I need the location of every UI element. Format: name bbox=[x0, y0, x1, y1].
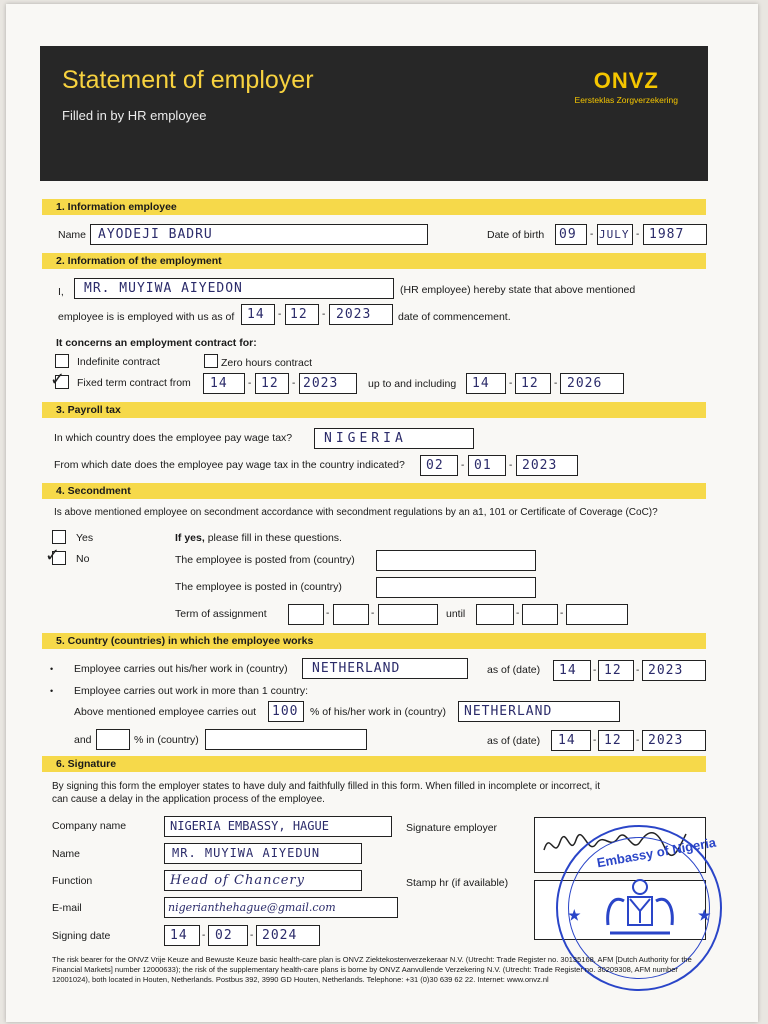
percent-country-value: NETHERLAND bbox=[464, 704, 553, 719]
indefinite-label: Indefinite contract bbox=[77, 356, 160, 368]
hr-name-value: MR. MUYIWA AIYEDON bbox=[84, 281, 243, 296]
dash: - bbox=[278, 309, 282, 320]
term-to-year-field[interactable] bbox=[566, 604, 628, 625]
indefinite-checkbox[interactable] bbox=[55, 354, 69, 368]
fixed-from-day: 14 bbox=[210, 376, 228, 391]
as-of-2-year: 2023 bbox=[648, 733, 684, 748]
stamp-text: Embassy of Nigeria bbox=[595, 834, 718, 871]
if-yes-instruction bbox=[175, 532, 342, 544]
star-icon: ★ bbox=[568, 907, 581, 923]
signature-label: Signature employer bbox=[406, 822, 498, 834]
logo-name: ONVZ bbox=[593, 68, 659, 93]
form-title: Statement of employer bbox=[62, 66, 314, 94]
section-6-heading: 6. Signature bbox=[42, 756, 706, 772]
posted-from-field[interactable] bbox=[376, 550, 536, 571]
dash: - bbox=[590, 229, 594, 240]
dash: - bbox=[554, 378, 558, 389]
fixed-from-year: 2023 bbox=[303, 376, 339, 391]
stamp-label: Stamp hr (if available) bbox=[406, 877, 509, 889]
signing-year: 2024 bbox=[262, 928, 298, 943]
form-header bbox=[40, 46, 708, 181]
function-value: Head of Chancery bbox=[170, 873, 305, 888]
fixed-from-month: 12 bbox=[261, 376, 279, 391]
dash: - bbox=[593, 735, 597, 746]
fixed-to-day: 14 bbox=[472, 376, 490, 391]
start-month: 12 bbox=[290, 307, 308, 322]
name-value: AYODEJI BADRU bbox=[98, 227, 213, 242]
tax-date-year: 2023 bbox=[522, 458, 558, 473]
term-from-month-field[interactable] bbox=[333, 604, 369, 625]
company-value: NIGERIA EMBASSY, HAGUE bbox=[170, 819, 329, 833]
employed-text: employee is is employed with us as of bbox=[58, 311, 235, 323]
fixed-to-year: 2026 bbox=[567, 376, 603, 391]
fixed-term-label: Fixed term contract from bbox=[77, 377, 191, 389]
percent-2-country-field[interactable] bbox=[205, 729, 367, 750]
section-3-heading: 3. Payroll tax bbox=[42, 402, 706, 418]
dash: - bbox=[636, 735, 640, 746]
signature-statement: By signing this form the employer states to have duly and faithfully filled in this form. When filled in incomplete or incorrect, it can cause a delay in the application process of the employee. bbox=[52, 781, 601, 805]
dash: - bbox=[248, 378, 252, 389]
yes-label: Yes bbox=[76, 532, 94, 544]
signing-date-label: Signing date bbox=[52, 930, 111, 942]
above-text: Above mentioned employee carries out bbox=[74, 706, 257, 718]
bullet: • bbox=[50, 664, 54, 674]
company-label: Company name bbox=[52, 820, 127, 832]
dash: - bbox=[509, 378, 513, 389]
tax-date-question: From which date does the employee pay wage tax in the country indicated? bbox=[54, 459, 405, 471]
term-to-day-field[interactable] bbox=[476, 604, 514, 625]
coat-of-arms-icon bbox=[600, 875, 680, 945]
dash: - bbox=[250, 930, 254, 941]
section-4-heading: 4. Secondment bbox=[42, 483, 706, 499]
up-to-label: up to and including bbox=[368, 378, 457, 390]
start-year: 2023 bbox=[336, 307, 372, 322]
until-label: until bbox=[446, 608, 466, 620]
section-2-heading: 2. Information of the employment bbox=[42, 253, 706, 269]
term-from-year-field[interactable] bbox=[378, 604, 438, 625]
dob-month: JULY bbox=[599, 228, 630, 241]
i-label: I, bbox=[58, 286, 64, 298]
signing-month: 02 bbox=[215, 928, 233, 943]
term-label: Term of assignment bbox=[175, 608, 267, 620]
as-of-2-day: 14 bbox=[558, 733, 576, 748]
as-of-month: 12 bbox=[604, 663, 622, 678]
work-country-value: NETHERLAND bbox=[312, 661, 401, 676]
percent-2-field[interactable] bbox=[96, 729, 130, 750]
check-mark-icon: ✓ bbox=[45, 545, 61, 566]
function-label: Function bbox=[52, 875, 93, 887]
dash: - bbox=[593, 665, 597, 676]
section-5-heading: 5. Country (countries) in which the employee works bbox=[42, 633, 706, 649]
term-to-month-field[interactable] bbox=[522, 604, 558, 625]
secondment-yes-checkbox[interactable] bbox=[52, 530, 66, 544]
term-from-day-field[interactable] bbox=[288, 604, 324, 625]
secondment-question: Is above mentioned employee on secondment accordance with secondment regulations by an a1, 101 or Certificate of Coverage (CoC)? bbox=[54, 507, 658, 518]
email-label: E-mail bbox=[52, 902, 82, 914]
dash: - bbox=[461, 460, 465, 471]
dash: - bbox=[509, 460, 513, 471]
dash: - bbox=[322, 309, 326, 320]
hr-statement: (HR employee) hereby state that above mentioned bbox=[400, 284, 636, 296]
work-in-label: Employee carries out his/her work in (country) bbox=[74, 663, 288, 675]
no-label: No bbox=[76, 553, 90, 565]
dob-label: Date of birth bbox=[487, 229, 545, 241]
email-value: nigerianthehague@gmail.com bbox=[168, 901, 336, 914]
dob-day: 09 bbox=[559, 227, 577, 242]
dash: - bbox=[636, 665, 640, 676]
name-sig-value: MR. MUYIWA AIYEDUN bbox=[172, 846, 321, 860]
fixed-to-month: 12 bbox=[521, 376, 539, 391]
percent-text: % of his/her work in (country) bbox=[310, 706, 446, 718]
start-day: 14 bbox=[247, 307, 265, 322]
as-of-2-label: as of (date) bbox=[487, 735, 541, 747]
dash: - bbox=[371, 608, 375, 619]
dash: - bbox=[516, 608, 520, 619]
logo-tagline: Eersteklas Zorgverzekering bbox=[574, 95, 678, 105]
bullet: • bbox=[50, 686, 54, 696]
tax-country-value: NIGERIA bbox=[324, 431, 407, 446]
onvz-logo bbox=[575, 68, 678, 105]
if-yes-bold: If yes, bbox=[175, 532, 205, 544]
star-icon: ★ bbox=[698, 907, 711, 923]
as-of-day: 14 bbox=[559, 663, 577, 678]
tax-date-day: 02 bbox=[426, 458, 444, 473]
as-of-2-month: 12 bbox=[604, 733, 622, 748]
dash: - bbox=[560, 608, 564, 619]
signing-day: 14 bbox=[170, 928, 188, 943]
check-mark-icon: ✓ bbox=[50, 369, 66, 390]
dash: - bbox=[636, 229, 640, 240]
zero-hours-checkbox[interactable] bbox=[204, 354, 218, 368]
section-1-heading: 1. Information employee bbox=[42, 199, 706, 215]
contract-heading: It concerns an employment contract for: bbox=[56, 337, 257, 349]
tax-date-month: 01 bbox=[474, 458, 492, 473]
dash: - bbox=[326, 608, 330, 619]
name-label: Name bbox=[58, 229, 87, 241]
posted-in-label: The employee is posted in (country) bbox=[175, 581, 342, 593]
percent-in-label: % in (country) bbox=[134, 734, 199, 746]
and-label: and bbox=[74, 734, 92, 746]
dash: - bbox=[292, 378, 296, 389]
dash: - bbox=[202, 930, 206, 941]
percent-value: 100 bbox=[272, 704, 299, 719]
footer-legal-text: The risk bearer for the ONVZ Vrije Keuze and Bewuste Keuze basic health-care plan is ONVZ Ziektekostenverzekeraar N.V. (Utrecht: Trade Register no. 30135168, AFM [Dutch Authority for the Financial Markets] number 12000633); the risk of the supplementary health-care plans is borne by ONVZ Aanvullende Verzekering N.V. (Utrecht: Trade Register no. 30209308, AFM number 12001024), both located in Houten, Netherlands. Postbus 392, 3990 GD Houten, Netherlands. Telephone: +31 (0)30 639 62 22. Internet: www.onvz.nl bbox=[52, 955, 692, 984]
dob-year: 1987 bbox=[649, 227, 685, 242]
zero-hours-label: Zero hours contract bbox=[221, 357, 313, 369]
commencement-text: date of commencement. bbox=[398, 311, 511, 323]
if-yes-rest: please fill in these questions. bbox=[204, 532, 342, 544]
posted-in-field[interactable] bbox=[376, 577, 536, 598]
as-of-label: as of (date) bbox=[487, 664, 541, 676]
as-of-year: 2023 bbox=[648, 663, 684, 678]
tax-country-question: In which country does the employee pay wage tax? bbox=[54, 432, 293, 444]
form-subtitle: Filled in by HR employee bbox=[62, 108, 207, 123]
name-sig-label: Name bbox=[52, 848, 81, 860]
more-than-one-label: Employee carries out work in more than 1 country: bbox=[74, 685, 309, 697]
posted-from-label: The employee is posted from (country) bbox=[175, 554, 355, 566]
